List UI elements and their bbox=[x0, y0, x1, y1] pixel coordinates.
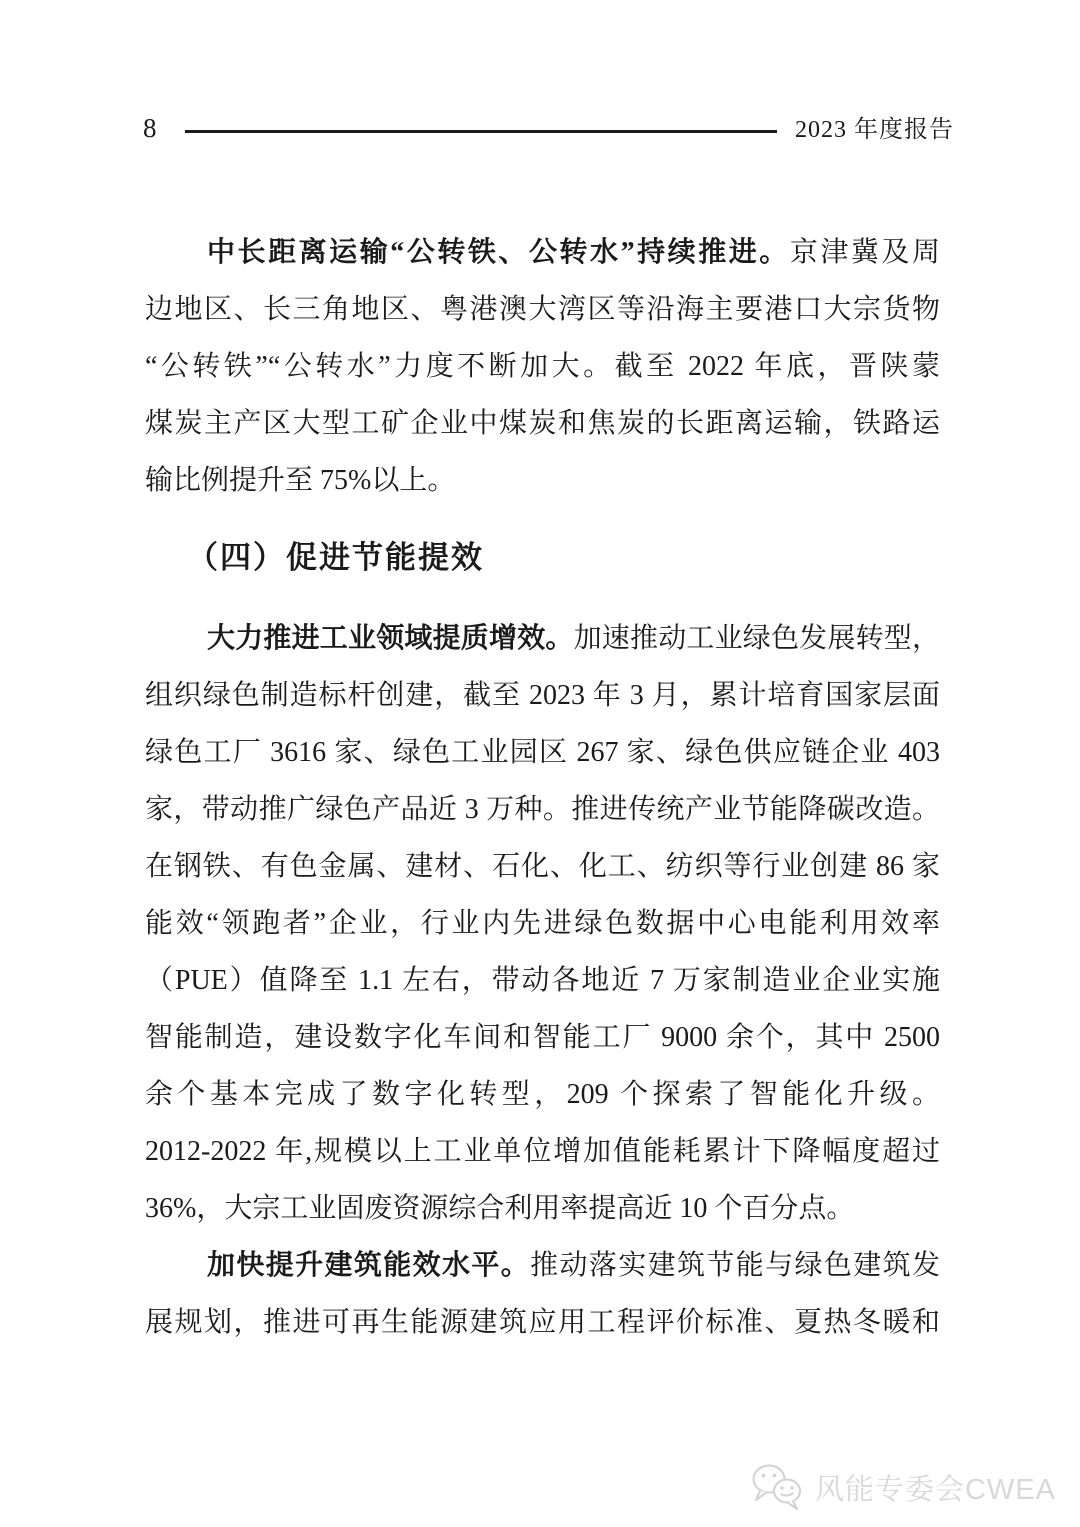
text-run: 余个基本完成了数字化转型，209 个探索了智能化升级。 bbox=[145, 1079, 940, 1110]
text-run: 边地区、长三角地区、粤港澳大湾区等沿海主要港口大宗货物 bbox=[145, 294, 940, 325]
watermark bbox=[749, 1462, 1056, 1512]
text-line bbox=[145, 1009, 940, 1066]
header-rule bbox=[185, 130, 777, 133]
text-run: 智能制造，建设数字化车间和智能工厂 9000 余个，其中 2500 bbox=[145, 1022, 940, 1053]
text-line bbox=[145, 724, 940, 781]
text-line bbox=[145, 952, 940, 1009]
text-run: 煤炭主产区大型工矿企业中煤炭和焦炭的长距离运输，铁路运 bbox=[145, 408, 940, 439]
wechat-icon bbox=[749, 1462, 807, 1512]
text-run: 能效“领跑者”企业，行业内先进绿色数据中心电能利用效率 bbox=[145, 908, 940, 939]
text-line bbox=[145, 610, 940, 667]
text-run: “公转铁”“公转水”力度不断加大。截至 2022 年底，晋陕蒙 bbox=[145, 351, 940, 382]
text-run: 加速推动工业绿色发展转型， bbox=[573, 623, 940, 654]
text-line bbox=[145, 452, 940, 509]
text-line bbox=[145, 395, 940, 452]
document-body bbox=[145, 224, 940, 1351]
text-run: 在钢铁、有色金属、建材、石化、化工、纺织等行业创建 86 家 bbox=[145, 851, 940, 882]
text-line bbox=[145, 1294, 940, 1351]
text-run: （PUE）值降至 1.1 左右，带动各地近 7 万家制造业企业实施 bbox=[145, 965, 940, 996]
text-run: 推动落实建筑节能与绿色建筑发 bbox=[530, 1250, 940, 1281]
paragraph bbox=[145, 224, 940, 509]
watermark-label: 风能专委会CWEA bbox=[814, 1473, 1056, 1506]
paragraph bbox=[145, 1237, 940, 1351]
text-run: 京津冀及周 bbox=[789, 237, 940, 268]
text-line bbox=[145, 1237, 940, 1294]
text-line bbox=[145, 895, 940, 952]
bold-run: 大力推进工业领域提质增效。 bbox=[207, 623, 574, 654]
text-run: 绿色工厂 3616 家、绿色工业园区 267 家、绿色供应链企业 403 bbox=[145, 737, 940, 768]
text-run: 输比例提升至 75%以上。 bbox=[145, 465, 456, 496]
text-run: 2012-2022 年,规模以上工业单位增加值能耗累计下降幅度超过 bbox=[145, 1136, 940, 1167]
bold-run: 加快提升建筑能效水平。 bbox=[207, 1250, 531, 1281]
text-run: 家，带动推广绿色产品近 3 万种。推进传统产业节能降碳改造。 bbox=[145, 794, 940, 825]
text-line bbox=[145, 281, 940, 338]
text-line bbox=[145, 1123, 940, 1180]
page-header bbox=[0, 0, 1080, 170]
bold-run: 中长距离运输“公转铁、公转水”持续推进。 bbox=[207, 237, 790, 268]
paragraph bbox=[145, 610, 940, 1237]
section-heading: （四）促进节能提效 bbox=[187, 540, 484, 575]
text-line bbox=[145, 224, 940, 281]
text-line bbox=[145, 1066, 940, 1123]
text-line bbox=[145, 1180, 940, 1237]
report-title: 2023 年度报告 bbox=[795, 117, 954, 143]
text-line bbox=[145, 781, 940, 838]
text-line bbox=[145, 338, 940, 395]
text-run: 36%，大宗工业固废资源综合利用率提高近 10 个百分点。 bbox=[145, 1193, 855, 1224]
page-number: 8 bbox=[143, 113, 157, 143]
text-run: 组织绿色制造标杆创建，截至 2023 年 3 月，累计培育国家层面 bbox=[145, 680, 940, 711]
text-line bbox=[145, 667, 940, 724]
text-line bbox=[145, 838, 940, 895]
text-run: 展规划，推进可再生能源建筑应用工程评价标准、夏热冬暖和 bbox=[145, 1307, 940, 1338]
